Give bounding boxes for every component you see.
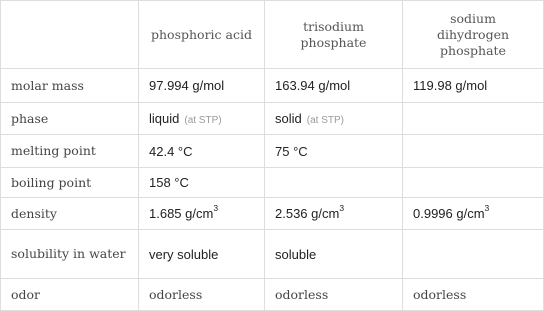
table-cell: 97.994 g/mol xyxy=(139,69,265,103)
phase-note: (at STP) xyxy=(184,115,222,126)
density-value: 2.536 g/cm xyxy=(275,206,340,221)
table-cell: 163.94 g/mol xyxy=(265,69,403,103)
table-cell xyxy=(403,198,544,230)
table-cell: very soluble xyxy=(139,230,265,279)
table-cell xyxy=(139,198,265,230)
table-cell: 158 °C xyxy=(139,168,265,198)
table-cell: odorless xyxy=(139,279,265,311)
row-label-molar-mass: molar mass xyxy=(1,69,139,103)
density-value: 0.9996 g/cm xyxy=(413,206,485,221)
table-cell: soluble xyxy=(265,230,403,279)
table-row xyxy=(1,279,544,311)
table-cell: odorless xyxy=(265,279,403,311)
table-row xyxy=(1,69,544,103)
table-cell xyxy=(403,135,544,168)
unit-exponent: 3 xyxy=(339,203,345,213)
row-label-melting-point: melting point xyxy=(1,135,139,168)
table-cell xyxy=(403,103,544,135)
table-cell: 42.4 °C xyxy=(139,135,265,168)
table-row xyxy=(1,103,544,135)
table-row xyxy=(1,198,544,230)
row-label-solubility-in-water: solubility in water xyxy=(1,230,139,279)
table-row xyxy=(1,230,544,279)
table-cell xyxy=(265,103,403,135)
column-header-trisodium-phosphate: trisodium phosphate xyxy=(265,1,403,69)
phase-note: (at STP) xyxy=(306,115,344,126)
column-header-sodium-dihydrogen-phosphate: sodium dihydrogen phosphate xyxy=(403,1,544,69)
density-value: 1.685 g/cm xyxy=(149,206,214,221)
table-cell xyxy=(403,230,544,279)
table-cell: 119.98 g/mol xyxy=(403,69,544,103)
unit-exponent: 3 xyxy=(213,203,219,213)
row-label-boiling-point: boiling point xyxy=(1,168,139,198)
table-cell xyxy=(139,103,265,135)
table-row xyxy=(1,168,544,198)
column-header-phosphoric-acid: phosphoric acid xyxy=(139,1,265,69)
header-corner-cell xyxy=(1,1,139,69)
phase-value: solid xyxy=(275,111,302,126)
row-label-phase: phase xyxy=(1,103,139,135)
table-cell xyxy=(265,168,403,198)
unit-exponent: 3 xyxy=(484,203,490,213)
table-row xyxy=(1,135,544,168)
row-label-density: density xyxy=(1,198,139,230)
table-cell: 75 °C xyxy=(265,135,403,168)
header-row xyxy=(1,1,544,69)
phase-value: liquid xyxy=(149,111,180,126)
row-label-odor: odor xyxy=(1,279,139,311)
table-cell xyxy=(403,168,544,198)
table-cell: odorless xyxy=(403,279,544,311)
table-cell xyxy=(265,198,403,230)
